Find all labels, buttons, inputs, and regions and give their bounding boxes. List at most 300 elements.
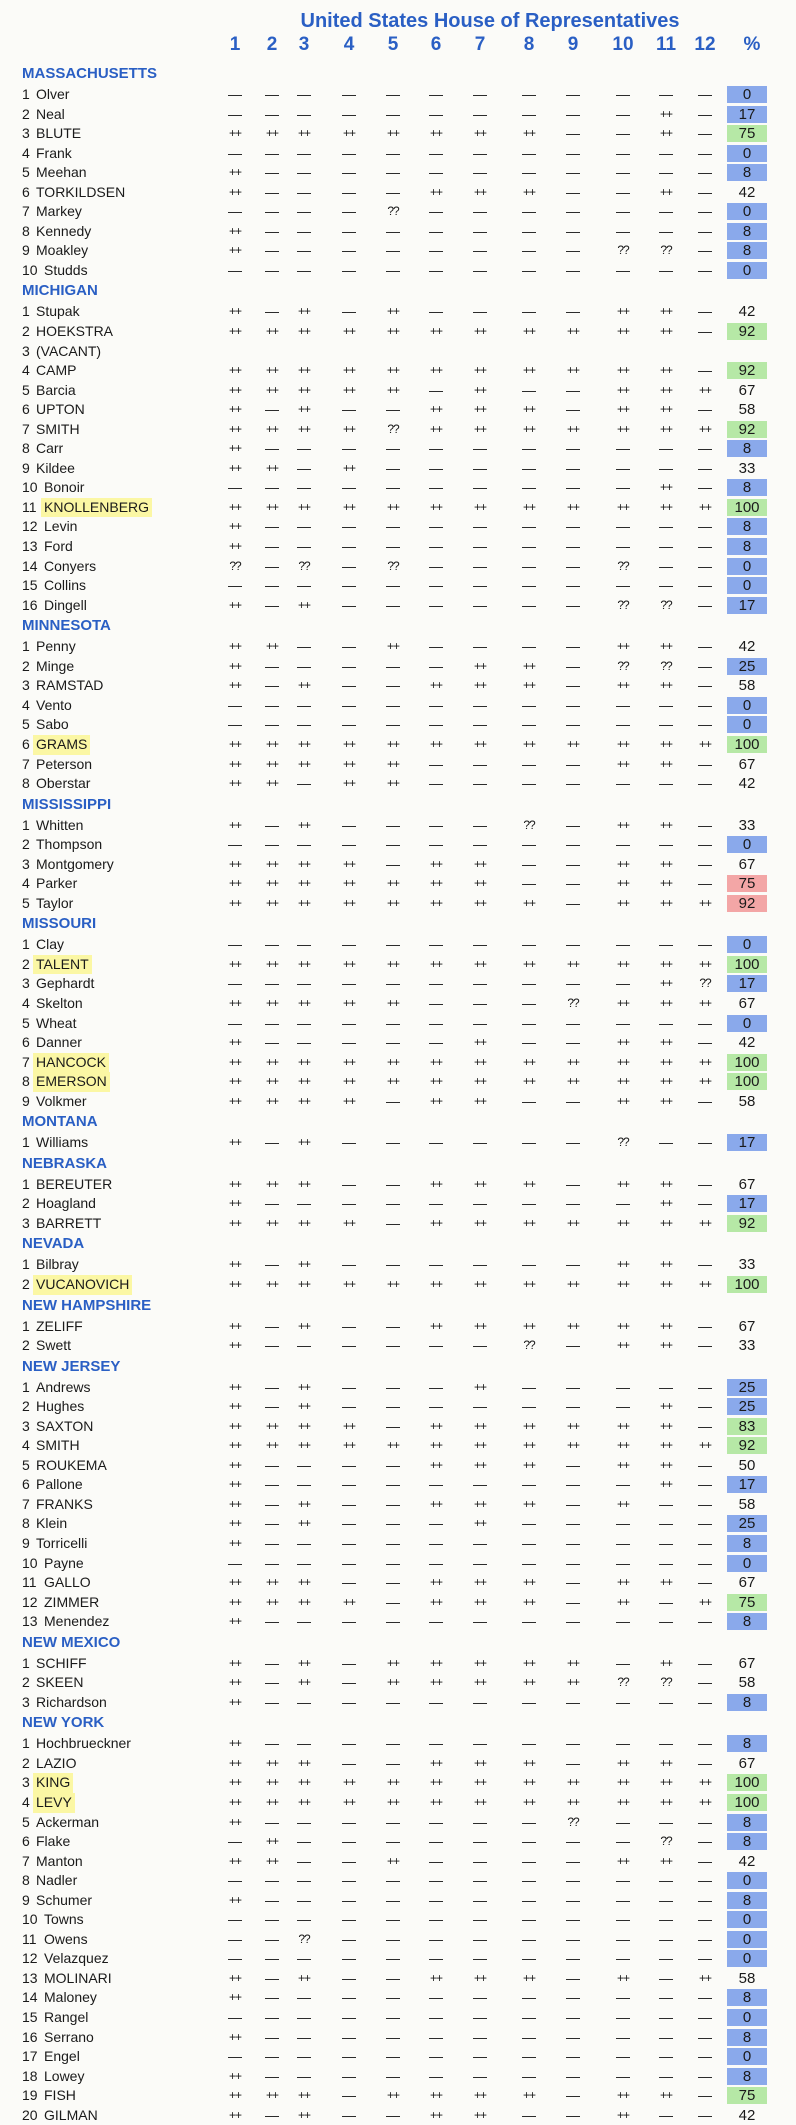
- vote-cell: —: [522, 775, 536, 792]
- vote-cell: —: [566, 716, 580, 733]
- table-row: [0, 361, 796, 381]
- vote-cell: ++: [473, 1516, 486, 1531]
- vote-cell: ++: [228, 1457, 241, 1472]
- vote-cell: ++: [616, 1338, 629, 1353]
- vote-cell: —: [698, 1317, 712, 1334]
- vote-cell: —: [566, 479, 580, 496]
- vote-cell: —: [342, 303, 356, 320]
- vote-cell: —: [429, 1014, 443, 1031]
- vote-cell: ++: [659, 1257, 672, 1272]
- percent-cell: 0: [727, 936, 767, 953]
- vote-cell: ++: [342, 895, 355, 910]
- vote-cell: —: [297, 2067, 311, 2084]
- vote-cell: ++: [616, 1853, 629, 1868]
- vote-cell: ++: [659, 1795, 672, 1810]
- vote-cell: ++: [566, 1675, 579, 1690]
- representative-name: Stupak: [36, 303, 80, 320]
- table-row: [0, 183, 796, 203]
- district-number: 6: [22, 1034, 30, 1051]
- vote-cell: ++: [228, 1418, 241, 1433]
- representative-name: ZIMMER: [44, 1593, 100, 1610]
- vote-cell: ++: [429, 421, 442, 436]
- vote-cell: —: [429, 1337, 443, 1354]
- percent-cell: 42: [738, 303, 756, 321]
- vote-cell: —: [566, 401, 580, 418]
- vote-cell: —: [522, 875, 536, 892]
- representative-name: BEREUTER: [36, 1175, 113, 1192]
- vote-cell: ++: [616, 304, 629, 319]
- district-number: 7: [22, 755, 30, 772]
- vote-cell: ++: [659, 304, 672, 319]
- vote-cell: ++: [429, 1276, 442, 1291]
- vote-cell: ++: [522, 1438, 535, 1453]
- vote-cell: —: [297, 440, 311, 457]
- vote-cell: ++: [522, 1575, 535, 1590]
- vote-cell: —: [473, 1613, 487, 1630]
- vote-cell: —: [522, 975, 536, 992]
- vote-cell: —: [522, 836, 536, 853]
- vote-cell: —: [659, 203, 673, 220]
- table-row: [0, 85, 796, 105]
- district-number: 6: [22, 183, 30, 200]
- representative-name: Nadler: [36, 1872, 78, 1889]
- vote-cell: ++: [297, 2088, 310, 2103]
- percent-cell: 0: [727, 2009, 767, 2026]
- percent-cell: 100: [727, 736, 767, 753]
- vote-cell: —: [429, 1034, 443, 1051]
- vote-cell: —: [522, 2009, 536, 2026]
- vote-cell: —: [265, 1034, 279, 1051]
- vote-cell: —: [342, 203, 356, 220]
- vote-cell: ??: [567, 995, 579, 1010]
- vote-cell: —: [228, 1930, 242, 1947]
- representative-name: Schumer: [36, 1891, 93, 1908]
- percent-cell: 92: [727, 323, 767, 340]
- vote-cell: ++: [616, 421, 629, 436]
- vote-cell: ++: [616, 895, 629, 910]
- representative-name: ROUKEMA: [36, 1456, 107, 1473]
- vote-cell: —: [566, 657, 580, 674]
- vote-cell: —: [473, 1554, 487, 1571]
- percent-cell: 8: [727, 242, 767, 259]
- representative-name: Engel: [44, 2048, 80, 2065]
- vote-cell: ++: [659, 1276, 672, 1291]
- table-row: [0, 459, 796, 479]
- vote-cell: ++: [342, 856, 355, 871]
- vote-cell: ??: [617, 243, 629, 258]
- representative-name: Moakley: [36, 242, 89, 259]
- vote-cell: —: [386, 2009, 400, 2026]
- vote-cell: ++: [228, 1892, 241, 1907]
- vote-cell: —: [473, 518, 487, 535]
- vote-cell: —: [566, 1175, 580, 1192]
- vote-cell: —: [566, 557, 580, 574]
- vote-cell: ++: [265, 1276, 278, 1291]
- vote-cell: ++: [522, 184, 535, 199]
- vote-cell: —: [342, 1456, 356, 1473]
- vote-cell: —: [616, 86, 630, 102]
- vote-cell: —: [429, 816, 443, 833]
- vote-cell: —: [566, 1456, 580, 1473]
- vote-cell: —: [297, 1891, 311, 1908]
- representative-name: EMERSON: [33, 1072, 110, 1092]
- vote-cell: —: [522, 2028, 536, 2045]
- vote-cell: ++: [473, 1675, 486, 1690]
- vote-cell: —: [698, 1574, 712, 1591]
- percent-cell: 67: [738, 1317, 756, 1335]
- representative-name: Volkmer: [36, 1092, 87, 1109]
- vote-cell: —: [473, 242, 487, 259]
- table-row: [0, 1317, 796, 1337]
- vote-cell: —: [698, 557, 712, 574]
- vote-cell: ++: [429, 1575, 442, 1590]
- vote-cell: ++: [659, 1755, 672, 1770]
- vote-cell: —: [342, 1515, 356, 1532]
- vote-cell: —: [616, 203, 630, 220]
- vote-cell: —: [429, 261, 443, 278]
- vote-cell: —: [473, 144, 487, 161]
- vote-cell: —: [522, 1515, 536, 1532]
- vote-cell: —: [659, 1554, 673, 1571]
- vote-cell: —: [698, 716, 712, 733]
- district-number: 2: [22, 1195, 30, 1212]
- vote-cell: ++: [228, 519, 241, 534]
- table-row: [0, 1475, 796, 1495]
- vote-cell: ++: [473, 1438, 486, 1453]
- vote-cell: —: [297, 1554, 311, 1571]
- vote-cell: —: [429, 1911, 443, 1928]
- vote-cell: —: [429, 1378, 443, 1395]
- vote-cell: —: [228, 836, 242, 853]
- vote-cell: —: [473, 1398, 487, 1415]
- vote-cell: —: [386, 1930, 400, 1947]
- vote-cell: ++: [659, 1196, 672, 1211]
- vote-cell: ++: [386, 736, 399, 751]
- vote-cell: ++: [522, 895, 535, 910]
- vote-cell: ++: [429, 1655, 442, 1670]
- vote-cell: —: [473, 975, 487, 992]
- vote-cell: ++: [659, 1418, 672, 1433]
- table-row: [0, 1417, 796, 1437]
- vote-cell: —: [342, 1034, 356, 1051]
- table-row: [0, 637, 796, 657]
- vote-cell: —: [473, 1134, 487, 1151]
- district-number: 6: [22, 401, 30, 418]
- representative-name: Whitten: [36, 816, 84, 833]
- vote-cell: —: [297, 975, 311, 992]
- vote-cell: ++: [659, 2088, 672, 2103]
- table-row: [0, 835, 796, 855]
- vote-cell: —: [566, 1735, 580, 1752]
- vote-cell: ++: [342, 1594, 355, 1609]
- table-row: [0, 2047, 796, 2067]
- vote-cell: ++: [616, 1496, 629, 1511]
- vote-cell: —: [429, 2009, 443, 2026]
- representative-name: Parker: [36, 875, 78, 892]
- table-row: [0, 1593, 796, 1613]
- vote-cell: —: [698, 459, 712, 476]
- vote-cell: —: [659, 1134, 673, 1151]
- vote-cell: —: [429, 775, 443, 792]
- vote-cell: —: [566, 894, 580, 911]
- table-row: [0, 322, 796, 342]
- vote-cell: —: [616, 479, 630, 496]
- vote-cell: ++: [228, 1196, 241, 1211]
- vote-cell: —: [659, 1735, 673, 1752]
- vote-cell: —: [297, 1911, 311, 1928]
- vote-cell: ++: [228, 1496, 241, 1511]
- district-number: 9: [22, 1092, 30, 1109]
- vote-cell: —: [386, 936, 400, 953]
- percent-cell: 100: [727, 1054, 767, 1071]
- vote-cell: —: [342, 1872, 356, 1889]
- vote-cell: ++: [429, 1457, 442, 1472]
- vote-cell: —: [698, 1337, 712, 1354]
- vote-cell: ++: [473, 1176, 486, 1191]
- representative-name: MOLINARI: [44, 1969, 112, 1986]
- vote-cell: —: [698, 1950, 712, 1967]
- vote-cell: ++: [386, 1795, 399, 1810]
- vote-cell: ++: [616, 995, 629, 1010]
- percent-cell: 8: [727, 164, 767, 181]
- vote-cell: —: [566, 1754, 580, 1771]
- vote-cell: —: [386, 1535, 400, 1551]
- vote-cell: ++: [473, 1054, 486, 1069]
- vote-cell: —: [616, 1378, 630, 1395]
- vote-cell: ++: [228, 2068, 241, 2083]
- vote-cell: —: [297, 1034, 311, 1051]
- vote-cell: ++: [265, 1093, 278, 1108]
- vote-cell: —: [342, 1735, 356, 1752]
- table-row: [0, 1092, 796, 1112]
- vote-cell: —: [616, 1014, 630, 1031]
- vote-cell: ++: [297, 597, 310, 612]
- district-number: 4: [22, 875, 30, 892]
- district-number: 7: [22, 420, 30, 437]
- representative-name: Ford: [44, 538, 73, 555]
- vote-cell: —: [522, 1398, 536, 1415]
- vote-cell: —: [698, 518, 712, 535]
- vote-cell: ++: [473, 1594, 486, 1609]
- vote-cell: —: [342, 657, 356, 674]
- percent-cell: 8: [727, 1694, 767, 1711]
- vote-cell: —: [698, 1515, 712, 1532]
- percent-cell: 42: [738, 2106, 756, 2124]
- table-row: [0, 1072, 796, 1092]
- vote-cell: ++: [228, 1074, 241, 1089]
- vote-cell: —: [522, 596, 536, 613]
- vote-cell: ++: [429, 736, 442, 751]
- vote-cell: —: [429, 1872, 443, 1889]
- vote-cell: ++: [522, 1318, 535, 1333]
- representative-name: GALLO: [44, 1574, 91, 1591]
- vote-cell: ++: [473, 1655, 486, 1670]
- vote-cell: —: [297, 1833, 311, 1850]
- vote-cell: ++: [616, 1054, 629, 1069]
- vote-cell: ++: [429, 1594, 442, 1609]
- vote-cell: —: [429, 1852, 443, 1869]
- vote-cell: —: [522, 164, 536, 181]
- table-row: [0, 894, 796, 914]
- vote-cell: —: [522, 1852, 536, 1869]
- table-row: [0, 715, 796, 735]
- vote-cell: ++: [473, 2088, 486, 2103]
- representative-name: Hughes: [36, 1398, 85, 1415]
- vote-cell: —: [616, 2067, 630, 2084]
- vote-cell: —: [429, 1891, 443, 1908]
- vote-cell: —: [473, 775, 487, 792]
- table-row: [0, 439, 796, 459]
- district-number: 1: [22, 1378, 30, 1395]
- vote-cell: —: [386, 1256, 400, 1273]
- vote-cell: —: [698, 538, 712, 555]
- vote-cell: ++: [297, 402, 310, 417]
- vote-cell: —: [659, 2048, 673, 2065]
- vote-cell: —: [566, 1950, 580, 1967]
- vote-cell: —: [698, 1476, 712, 1493]
- vote-cell: ++: [265, 1438, 278, 1453]
- vote-cell: ++: [265, 2088, 278, 2103]
- representative-name: Meehan: [36, 164, 87, 181]
- vote-cell: —: [698, 1654, 712, 1671]
- vote-cell: —: [228, 86, 242, 102]
- vote-cell: —: [698, 2028, 712, 2045]
- vote-cell: ++: [522, 1054, 535, 1069]
- vote-cell: —: [566, 1930, 580, 1947]
- table-row: [0, 1871, 796, 1891]
- district-number: 6: [22, 1833, 30, 1850]
- vote-cell: —: [429, 86, 443, 102]
- representative-name: Vento: [36, 696, 72, 713]
- representative-name: FISH: [44, 2087, 76, 2104]
- vote-cell: —: [342, 242, 356, 259]
- vote-cell: —: [342, 1378, 356, 1395]
- vote-cell: ++: [297, 1074, 310, 1089]
- table-row: [0, 1378, 796, 1398]
- state-heading: NEW YORK: [22, 1714, 105, 1732]
- vote-cell: —: [228, 936, 242, 953]
- vote-cell: —: [386, 1813, 400, 1830]
- vote-cell: ++: [228, 324, 241, 339]
- table-row: [0, 105, 796, 125]
- vote-cell: ++: [228, 1093, 241, 1108]
- vote-cell: —: [429, 577, 443, 594]
- vote-cell: —: [297, 183, 311, 200]
- table-row: [0, 735, 796, 755]
- vote-cell: ++: [616, 1074, 629, 1089]
- district-number: 14: [22, 557, 38, 574]
- representative-name: Williams: [36, 1134, 89, 1151]
- vote-cell: —: [566, 518, 580, 535]
- vote-cell: —: [265, 1969, 279, 1986]
- table-row: [0, 1255, 796, 1275]
- vote-cell: —: [616, 1398, 630, 1415]
- table-row: [0, 1969, 796, 1989]
- vote-cell: ??: [660, 597, 672, 612]
- vote-cell: ++: [342, 736, 355, 751]
- vote-cell: —: [429, 2067, 443, 2084]
- vote-cell: ++: [297, 678, 310, 693]
- district-number: 5: [22, 1456, 30, 1473]
- vote-cell: ++: [386, 324, 399, 339]
- vote-cell: ++: [265, 1215, 278, 1230]
- vote-cell: —: [297, 1813, 311, 1830]
- percent-cell: 100: [727, 1073, 767, 1090]
- vote-cell: —: [265, 2106, 279, 2123]
- vote-cell: ++: [228, 1536, 241, 1550]
- vote-cell: —: [473, 1852, 487, 1869]
- vote-cell: —: [473, 86, 487, 102]
- vote-cell: —: [386, 1034, 400, 1051]
- vote-cell: ++: [228, 817, 241, 832]
- vote-cell: —: [297, 164, 311, 181]
- vote-cell: —: [386, 657, 400, 674]
- table-row: [0, 1754, 796, 1774]
- vote-cell: —: [473, 1930, 487, 1947]
- vote-cell: —: [429, 479, 443, 496]
- vote-cell: —: [265, 1456, 279, 1473]
- vote-cell: —: [265, 1195, 279, 1212]
- table-row: [0, 657, 796, 677]
- vote-cell: ++: [429, 895, 442, 910]
- page-title: United States House of Representatives: [300, 10, 680, 32]
- vote-cell: ++: [228, 1814, 241, 1829]
- representative-name: BARRETT: [36, 1214, 102, 1231]
- vote-cell: ++: [228, 539, 241, 554]
- vote-cell: —: [228, 479, 242, 496]
- vote-cell: —: [342, 1833, 356, 1850]
- vote-cell: —: [698, 1554, 712, 1571]
- vote-cell: —: [386, 1378, 400, 1395]
- district-number: 5: [22, 164, 30, 181]
- vote-cell: —: [265, 1134, 279, 1151]
- representative-name: Hoagland: [36, 1195, 96, 1212]
- vote-cell: —: [265, 1337, 279, 1354]
- vote-cell: —: [522, 1735, 536, 1752]
- vote-cell: —: [698, 2106, 712, 2123]
- representative-name: Peterson: [36, 755, 93, 772]
- vote-cell: ++: [297, 382, 310, 397]
- vote-cell: ++: [228, 460, 241, 475]
- state-heading: MINNESOTA: [22, 617, 111, 635]
- vote-cell: —: [659, 1813, 673, 1830]
- vote-cell: —: [342, 1337, 356, 1354]
- vote-cell: ++: [522, 499, 535, 514]
- vote-cell: ++: [566, 1318, 579, 1333]
- vote-cell: ++: [386, 1775, 399, 1790]
- vote-cell: ++: [265, 324, 278, 339]
- vote-cell: —: [265, 1495, 279, 1512]
- district-number: 3: [22, 1774, 30, 1791]
- vote-cell: —: [386, 836, 400, 853]
- vote-cell: ++: [228, 956, 241, 971]
- district-number: 3: [22, 677, 30, 694]
- table-row: [0, 2028, 796, 2048]
- vote-cell: ++: [566, 421, 579, 436]
- vote-cell: —: [522, 1911, 536, 1928]
- vote-cell: ++: [297, 421, 310, 436]
- vote-cell: —: [342, 1930, 356, 1947]
- table-row: [0, 498, 796, 518]
- vote-cell: —: [659, 459, 673, 476]
- representative-name: RAMSTAD: [36, 677, 104, 694]
- vote-cell: —: [228, 716, 242, 733]
- vote-cell: —: [386, 1872, 400, 1889]
- vote-cell: ++: [228, 639, 241, 654]
- vote-cell: ++: [659, 421, 672, 436]
- vote-cell: —: [386, 1214, 400, 1231]
- vote-cell: ++: [386, 1675, 399, 1690]
